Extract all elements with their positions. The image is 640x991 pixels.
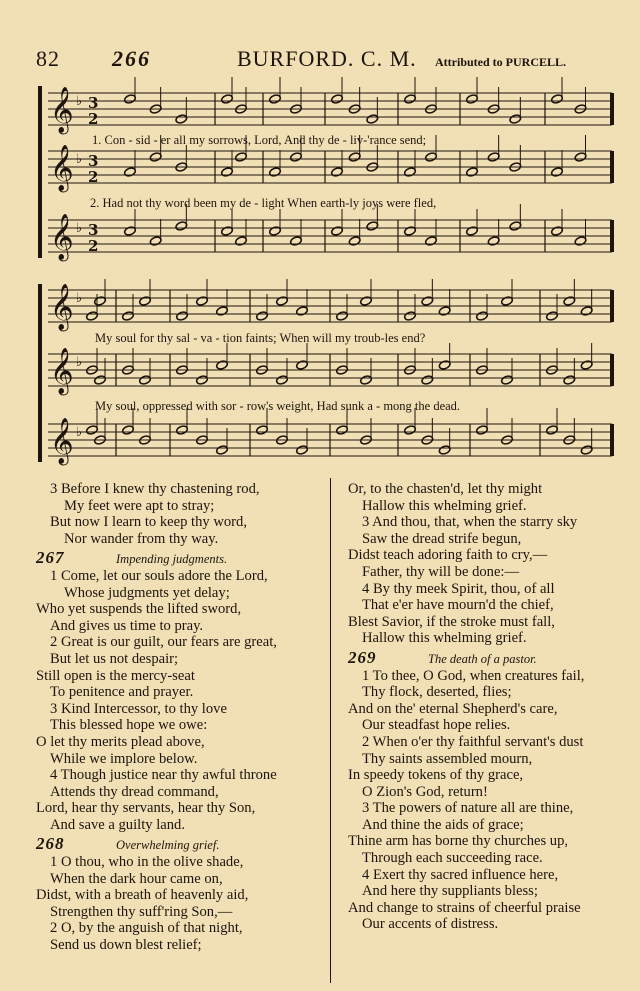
note-head [269,94,282,105]
note-head [221,167,234,178]
note-head [269,226,282,237]
verse-line: Attends thy dread command, [50,783,219,800]
note-head [366,114,379,125]
verse-line: 2 O, by the anguish of that night, [50,920,243,937]
verse-line: Hallow this whelming grief. [362,630,527,647]
note-head [404,425,417,436]
note-head [94,375,107,386]
note-head [235,152,248,163]
hymn-number: 267 [36,548,65,568]
hymn-heading [36,836,326,854]
verse-line: And gives us time to pray. [50,617,204,634]
hymn-title: The death of a pastor. [428,651,537,666]
treble-clef-icon: 𝄞 [50,145,74,191]
note-head [404,226,417,237]
note-head [580,306,593,317]
verse-line: Hallow this whelming grief. [362,497,527,514]
verse-line: Saw the dread strife begun, [362,530,522,547]
verse-line: When the dark hour came on, [50,870,223,887]
verse-line: Lord, hear thy servants, hear thy Son, [36,800,256,817]
verse-line: O let thy merits plead above, [36,733,205,750]
verse-line: 3 Before I knew thy chastening rod, [50,481,260,497]
note-head [404,167,417,178]
verse-line: In speedy tokens of thy grace, [348,767,524,784]
verse-line: 1 O thou, who in the olive shade, [50,854,244,871]
verse-line: To penitence and prayer. [50,684,194,701]
verse-line: 4 Though justice near thy awful throne [50,767,277,784]
note-head [276,296,289,307]
note-head [476,425,489,436]
flat-icon: ♭ [76,221,83,236]
verse-line: This blessed hope we owe: [50,717,208,734]
hymn-number: 269 [348,647,377,667]
note-head [176,425,189,436]
note-head [546,311,559,322]
note-head [149,236,162,247]
verse-line: Thine arm has borne thy churches up, [348,833,569,850]
note-head [425,236,438,247]
note-head [580,360,593,371]
note-head [563,296,576,307]
note-head [122,311,135,322]
note-head [175,221,188,232]
note-head [256,425,269,436]
verse-line: Nor wander from thy way. [64,530,219,547]
note-head [196,296,209,307]
time-signature: 3 [88,221,99,239]
note-head [196,375,209,386]
note-head [94,296,107,307]
note-head [360,375,373,386]
note-head [360,296,373,307]
note-head [290,236,303,247]
note-head [216,445,229,456]
verse-line: Our steadfast hope relies. [362,717,511,734]
treble-clef-icon: 𝄞 [50,418,74,464]
lyrics-system2-verse1: My soul for thy sal - va - tion faints; When will my troub-les end? [95,331,426,345]
verse-line: And save a guilty land. [50,816,185,833]
tune-title: BURFORD. C. M. [237,46,417,71]
time-signature: 3 [88,94,99,112]
note-head [438,306,451,317]
note-head [256,311,269,322]
note-head [574,152,587,163]
verse-line: 2 Great is our guilt, our fears are great, [50,634,277,651]
verse-line: Our accents of distress. [362,916,499,933]
verse-line: Thy saints assembled mourn, [362,750,533,767]
hymn-number: 268 [36,834,65,854]
verse-line: Father, thy will be done:— [362,563,520,580]
page-number: 82 [36,46,60,71]
verse-line: Blest Savior, if the stroke must fall, [348,613,555,630]
note-head [466,94,479,105]
note-head [546,425,559,436]
note-head [487,152,500,163]
note-head [438,360,451,371]
verse-line: 3 And thou, that, when the starry sky [362,514,578,531]
note-head [580,445,593,456]
verse-line: 3 Kind Intercessor, to thy love [50,700,227,717]
note-head [421,375,434,386]
note-head [139,375,152,386]
note-head [425,152,438,163]
note-head [466,226,479,237]
verse-line: But now I learn to keep thy word, [50,514,247,531]
hymn-title: Impending judgments. [116,552,228,567]
note-head [438,445,451,456]
note-head [221,94,234,105]
note-head [421,296,434,307]
note-head [331,167,344,178]
note-head [149,152,162,163]
flat-icon: ♭ [76,425,83,440]
note-head [501,375,514,386]
verse-line: 2 When o'er thy faithful servant's dust [362,733,584,750]
time-signature: 3 [88,152,99,170]
flat-icon: ♭ [76,355,83,370]
verse-line: And thine the aids of grace; [362,816,524,833]
note-head [476,311,489,322]
verse-line: Strengthen thy suff'ring Son,— [50,903,233,920]
note-head [551,94,564,105]
treble-clef-icon: 𝄞 [50,284,74,330]
note-head [216,360,229,371]
note-head [235,236,248,247]
note-head [139,296,152,307]
note-head [336,425,349,436]
lyrics-system1-verse1: 1. Con - sid - er all my sorrows, Lord, And thy de - liv-'rance send; [92,133,427,147]
verse-line: Or, to the chasten'd, let thy might [348,481,543,497]
note-head [574,236,587,247]
note-head [124,167,137,178]
verse-line: And here thy suppliants bless; [362,883,538,900]
verse-line: Thy flock, deserted, flies; [362,684,512,701]
note-head [331,94,344,105]
treble-clef-icon: 𝄞 [50,348,74,394]
note-head [86,425,99,436]
treble-clef-icon: 𝄞 [50,87,74,133]
verse-line: 3 The powers of nature all are thine, [362,800,574,817]
verse-line: Didst, with a breath of heavenly aid, [36,887,249,904]
verse-line: Who yet suspends the lifted sword, [36,601,242,618]
verse-line: But let us not despair; [50,650,179,667]
note-head [296,360,309,371]
note-head [366,221,379,232]
note-head [348,152,361,163]
note-head [551,226,564,237]
note-head [551,167,564,178]
column-divider [330,478,331,983]
note-head [404,94,417,105]
verse-line: Still open is the mercy-seat [36,667,195,684]
left-text-column [36,481,326,954]
verse-line: 1 To thee, O God, when creatures fail, [362,667,585,684]
note-head [122,425,135,436]
note-head [269,167,282,178]
note-head [336,311,349,322]
hymn-heading [36,550,326,568]
verse-line: And change to strains of cheerful praise [348,899,581,916]
flat-icon: ♭ [76,152,83,167]
treble-clef-icon: 𝄞 [50,214,74,260]
note-head [176,311,189,322]
note-head [509,221,522,232]
verse-line: 4 Exert thy sacred influence here, [362,866,559,883]
note-head [348,236,361,247]
hymn-number: 266 [112,46,151,71]
verse-line: That e'er have mourn'd the chief, [362,597,554,614]
hymn-title: Overwhelming grief. [116,838,220,853]
note-head [509,114,522,125]
verse-line: My feet were apt to stray; [64,497,215,514]
note-head [221,226,234,237]
verse-line: Didst teach adoring faith to cry,— [348,547,548,564]
right-text-column [348,481,628,933]
verse-line: And on the' eternal Shepherd's care, [348,700,558,717]
note-head [124,94,137,105]
note-head [404,311,417,322]
note-head [175,114,188,125]
verse-line: Send us down blest relief; [50,937,202,954]
tune-attribution: Attributed to PURCELL. [435,55,566,69]
hymn-heading [348,647,628,668]
note-head [487,236,500,247]
note-head [296,306,309,317]
note-head [466,167,479,178]
time-signature: 2 [88,237,99,255]
note-head [86,311,99,322]
note-head [124,226,137,237]
verse-line: 4 By thy meek Spirit, thou, of all [362,580,555,597]
flat-icon: ♭ [76,94,83,109]
note-head [276,375,289,386]
note-head [563,375,576,386]
flat-icon: ♭ [76,291,83,306]
note-head [331,226,344,237]
verse-line: Through each succeeding race. [362,850,543,867]
note-head [290,152,303,163]
note-head [501,296,514,307]
note-head [296,445,309,456]
lyrics-system2-verse2: My soul, oppressed with sor - row's weight, Had sunk a - mong the dead. [95,399,461,413]
time-signature: 2 [88,110,99,128]
lyrics-system1-verse2: 2. Had not thy word been my de - light When earth-ly joys were fled, [90,196,437,210]
time-signature: 2 [88,168,99,186]
verse-line: O Zion's God, return! [362,783,488,800]
note-head [216,306,229,317]
verse-line: 1 Come, let our souls adore the Lord, [50,567,268,584]
verse-line: Whose judgments yet delay; [64,584,230,601]
verse-line: While we implore below. [50,750,198,767]
